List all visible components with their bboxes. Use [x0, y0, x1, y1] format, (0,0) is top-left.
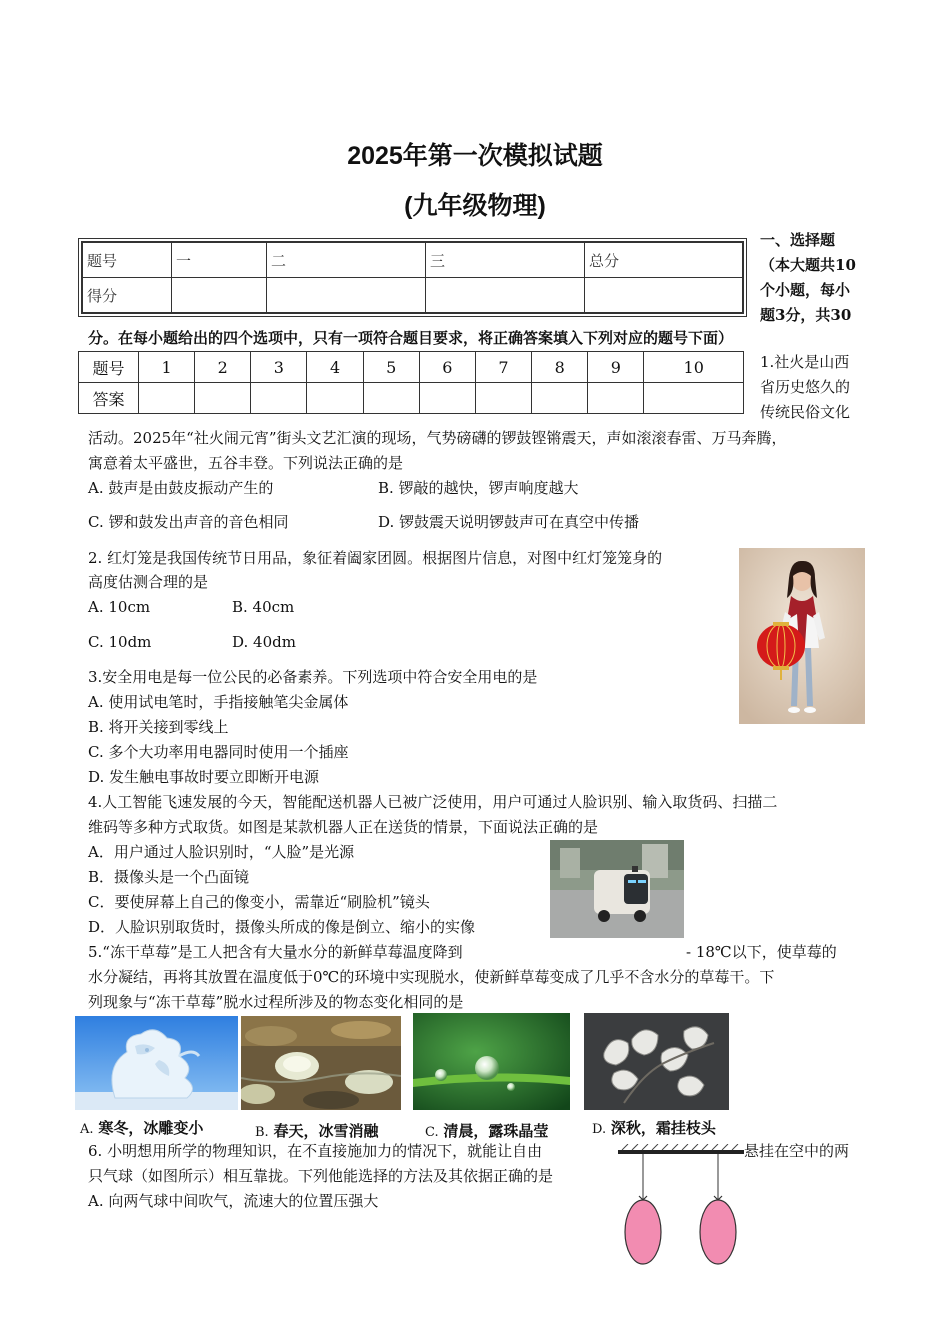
- q2-stem: 高度估测合理的是: [88, 573, 209, 591]
- q1-stem: 寓意着太平盛世，五谷丰登。下列说法正确的是: [88, 454, 404, 472]
- answer-cell[interactable]: [588, 383, 644, 414]
- dew-drop-icon: [413, 1013, 570, 1110]
- answer-number: 10: [644, 352, 744, 383]
- q2-option-b: B. 40cm: [232, 598, 295, 616]
- answer-cell[interactable]: [195, 383, 251, 414]
- q3-stem: 3.安全用电是每一位公民的必备素养。下列选项中符合安全用电的是: [88, 668, 538, 686]
- balloon-left: [625, 1200, 661, 1264]
- answer-cell[interactable]: [419, 383, 475, 414]
- score-header-number: 题号: [82, 242, 172, 278]
- q1-option-d: D. 锣鼓震天说明锣鼓声可在真空中传播: [378, 513, 640, 531]
- score-table: [81, 241, 744, 314]
- q2-option-d: D. 40dm: [232, 633, 296, 651]
- delivery-robot-photo: [550, 840, 684, 938]
- q1-option-c: C. 锣和鼓发出声音的音色相同: [88, 513, 289, 531]
- q5-caption-d: D. 深秋，霜挂枝头: [592, 1120, 716, 1137]
- q2-option-c: C. 10dm: [88, 633, 152, 651]
- q1-stem: 活动。2025年“社火闹元宵”街头文艺汇演的现场，气势磅礴的锣鼓铿锵震天，声如滚滚春雷、万马奔腾，: [88, 429, 787, 447]
- ice-dragon-icon: [75, 1016, 238, 1110]
- score-cell-2[interactable]: [267, 278, 426, 314]
- q5-stem: 水分凝结，再将其放置在温度低于0℃的环境中实现脱水，使新鲜草莓变成了几乎不含水分的草莓干。下: [88, 968, 775, 986]
- answer-cell[interactable]: [475, 383, 531, 414]
- answer-row-label: 答案: [79, 383, 139, 414]
- answer-number: 3: [251, 352, 307, 383]
- score-cell-1[interactable]: [172, 278, 267, 314]
- answer-cell[interactable]: [363, 383, 419, 414]
- q3-option-d: D. 发生触电事故时要立即断开电源: [88, 768, 320, 786]
- answer-number: 9: [588, 352, 644, 383]
- answer-table: [78, 351, 744, 414]
- q4-option-a: A．用户通过人脸识别时，“人脸”是光源: [88, 843, 355, 861]
- frost-leaves-photo: [584, 1013, 729, 1110]
- balloon-right: [700, 1200, 736, 1264]
- q1-option-b: B. 锣敲的越快，锣声响度越大: [378, 479, 579, 497]
- q4-stem: 4.人工智能飞速发展的今天，智能配送机器人已被广泛使用，用户可通过人脸识别、输入取货码、扫描二: [88, 793, 778, 811]
- score-header-3: 三: [426, 242, 585, 278]
- q3-option-a: A. 使用试电笔时，手指接触笔尖金属体: [88, 693, 349, 711]
- q5-stem: 列现象与“冻干草莓”脱水过程所涉及的物态变化相同的是: [88, 993, 464, 1011]
- lantern-photo: [739, 548, 865, 724]
- q2-option-a: A. 10cm: [88, 598, 151, 616]
- ceiling-hatch: [622, 1144, 738, 1150]
- q5-caption-b: B. 春天，冰雪消融: [255, 1123, 379, 1140]
- delivery-robot-icon: [550, 840, 684, 938]
- answer-cell[interactable]: [644, 383, 744, 414]
- q1-side-text: 1.社火是山西 省历史悠久的 传统民俗文化: [760, 353, 851, 421]
- woman-with-lantern-icon: [739, 548, 865, 724]
- answer-cell[interactable]: [532, 383, 588, 414]
- q4-option-b: B．摄像头是一个凸面镜: [88, 868, 250, 886]
- balloons-diagram: [616, 1144, 746, 1268]
- q6-stem: 只气球（如图所示）相互靠拢。下列他能选择的方法及其依据正确的是: [88, 1167, 554, 1185]
- answer-number: 4: [307, 352, 363, 383]
- ice-sculpture-photo: [75, 1016, 238, 1110]
- melting-ice-stream-icon: [241, 1016, 401, 1110]
- score-header-2: 二: [267, 242, 426, 278]
- answer-number: 2: [195, 352, 251, 383]
- q1-option-a: A. 鼓声是由鼓皮振动产生的: [88, 479, 274, 497]
- page-subtitle: (九年级物理): [404, 192, 546, 220]
- score-label: 得分: [82, 278, 172, 314]
- answer-number: 6: [419, 352, 475, 383]
- answer-header-label: 题号: [79, 352, 139, 383]
- q5-caption-a: A. 寒冬，冰雕变小: [80, 1120, 204, 1137]
- q4-option-d: D．人脸识别取货时，摄像头所成的像是倒立、缩小的实像: [88, 918, 476, 936]
- score-header-total: 总分: [585, 242, 744, 278]
- q4-stem: 维码等多种方式取货。如图是某款机器人正在送货的情景，下面说法正确的是: [88, 818, 599, 836]
- q4-option-c: C．要使屏幕上自己的像变小，需靠近“刷脸机”镜头: [88, 893, 430, 911]
- score-header-1: 一: [172, 242, 267, 278]
- q3-option-b: B. 将开关接到零线上: [88, 718, 229, 736]
- section1-instruction: 分。在每小题给出的四个选项中，只有一项符合题目要求，将正确答案填入下列对应的题号下面）: [88, 329, 734, 347]
- q5-stem: 5.“冻干草莓”是工人把含有大量水分的新鲜草莓温度降到: [88, 943, 463, 961]
- dew-drop-photo: [413, 1013, 570, 1110]
- section1-heading: 一、选择题 （本大题共10 个小题，每小 题3分，共30: [760, 231, 856, 324]
- q6-stem: 悬挂在空中的两: [744, 1142, 850, 1160]
- answer-number: 7: [475, 352, 531, 383]
- ceiling-bar: [618, 1150, 744, 1154]
- q6-option-a: A. 向两气球中间吹气，流速大的位置压强大: [88, 1192, 379, 1210]
- q5-stem: - 18℃以下，使草莓的: [686, 943, 837, 961]
- q6-stem: 6. 小明想用所学的物理知识，在不直接施加力的情况下，就能让自由: [88, 1142, 543, 1160]
- answer-cell[interactable]: [307, 383, 363, 414]
- answer-cell[interactable]: [251, 383, 307, 414]
- page-title: 2025年第一次模拟试题: [347, 142, 603, 170]
- score-cell-3[interactable]: [426, 278, 585, 314]
- answer-number: 8: [532, 352, 588, 383]
- frosted-leaves-icon: [584, 1013, 729, 1110]
- answer-number: 1: [139, 352, 195, 383]
- q2-stem: 2. 红灯笼是我国传统节日用品，象征着阖家团圆。根据图片信息，对图中红灯笼笼身的: [88, 549, 663, 567]
- score-cell-total[interactable]: [585, 278, 744, 314]
- q3-option-c: C. 多个大功率用电器同时使用一个插座: [88, 743, 349, 761]
- q5-caption-c: C. 清晨，露珠晶莹: [425, 1123, 549, 1140]
- answer-cell[interactable]: [139, 383, 195, 414]
- answer-number: 5: [363, 352, 419, 383]
- melting-ice-photo: [241, 1016, 401, 1110]
